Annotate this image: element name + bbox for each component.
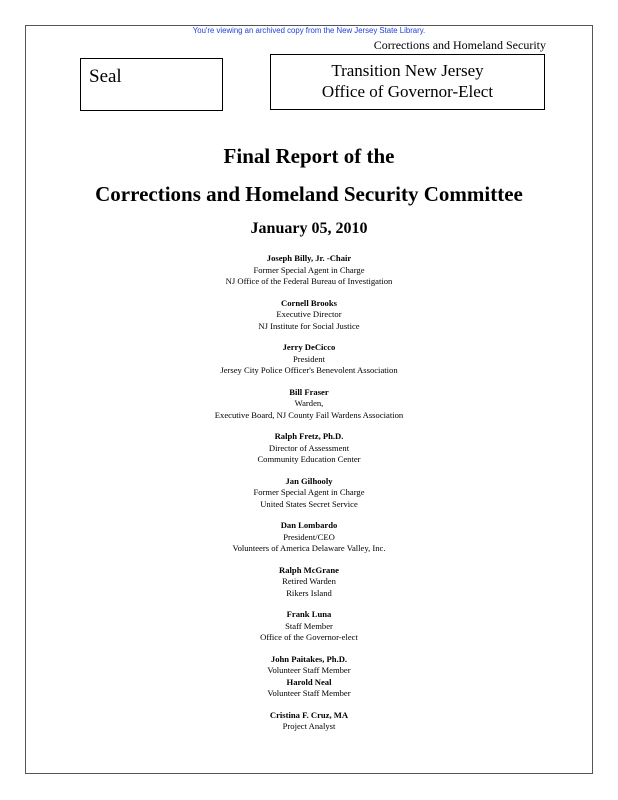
- member-role: Volunteer Staff Member: [267, 665, 351, 675]
- member-role: Volunteer Staff Member: [267, 688, 351, 698]
- member-entry: [0, 387, 618, 422]
- member-role: President/CEO: [283, 531, 335, 542]
- member-name: Joseph Billy, Jr. -Chair: [266, 253, 352, 263]
- member-organization: Executive Board, NJ County Fail Wardens Association: [214, 409, 404, 420]
- member-organization: NJ Office of the Federal Bureau of Investigation: [225, 276, 393, 286]
- member-name: Ralph Fretz, Ph.D.: [274, 431, 344, 441]
- member-organization: Volunteers of America Delaware Valley, Inc.: [232, 543, 386, 553]
- member-organization: United States Secret Service: [260, 498, 358, 509]
- archive-notice[interactable]: You're viewing an archived copy from the New Jersey State Library.: [192, 26, 426, 35]
- member-organization: NJ Institute for Social Justice: [258, 320, 360, 331]
- member-role: Staff Member: [285, 620, 333, 631]
- member-role: Former Special Agent in Charge: [253, 264, 365, 275]
- member-name: John Paitakes, Ph.D.: [270, 653, 348, 664]
- member-role: Warden,: [294, 398, 324, 408]
- seal-placeholder-box: [80, 58, 223, 111]
- report-title-line-1: Final Report of the: [223, 144, 395, 168]
- member-name: Jan Gilhooly: [285, 475, 333, 486]
- member-entry: [0, 710, 618, 733]
- member-name: Harold Neal: [286, 676, 332, 687]
- member-entry: [0, 476, 618, 511]
- member-role: Executive Director: [276, 309, 342, 319]
- seal-label: Seal: [89, 66, 122, 87]
- member-name: Cornell Brooks: [281, 297, 337, 308]
- member-role: Project Analyst: [282, 721, 336, 731]
- member-entry: [0, 342, 618, 377]
- member-organization: Office of the Governor-elect: [260, 632, 358, 642]
- running-header: Corrections and Homeland Security: [373, 38, 546, 52]
- member-role: President: [293, 353, 325, 364]
- report-date: January 05, 2010: [250, 220, 368, 237]
- member-entry: [0, 609, 618, 644]
- member-entry: [0, 298, 618, 333]
- member-entry: [0, 431, 618, 466]
- member-organization: Rikers Island: [286, 587, 332, 598]
- member-role: Retired Warden: [282, 576, 336, 586]
- member-name: Ralph McGrane: [279, 564, 339, 575]
- member-organization: Jersey City Police Officer's Benevolent Association: [220, 365, 398, 375]
- member-entry: [0, 565, 618, 600]
- member-name: Dan Lombardo: [280, 520, 338, 530]
- member-entry: [0, 520, 618, 555]
- member-name: Bill Fraser: [289, 386, 329, 397]
- transition-line-2: Office of Governor-Elect: [321, 82, 494, 101]
- committee-member-list: [0, 253, 618, 743]
- member-role: Former Special Agent in Charge: [253, 487, 365, 497]
- member-name: Frank Luna: [286, 609, 332, 619]
- member-organization: Community Education Center: [257, 454, 361, 464]
- member-name: Cristina F. Cruz, MA: [269, 709, 349, 720]
- report-title-line-2: Corrections and Homeland Security Committee: [95, 182, 523, 206]
- transition-line-1: Transition New Jersey: [331, 61, 484, 80]
- member-role: Director of Assessment: [268, 442, 350, 453]
- member-name: Jerry DeCicco: [282, 342, 336, 352]
- member-entry: [0, 253, 618, 288]
- transition-office-box: [270, 54, 545, 110]
- member-entry: [0, 677, 618, 700]
- member-entry: [0, 654, 618, 677]
